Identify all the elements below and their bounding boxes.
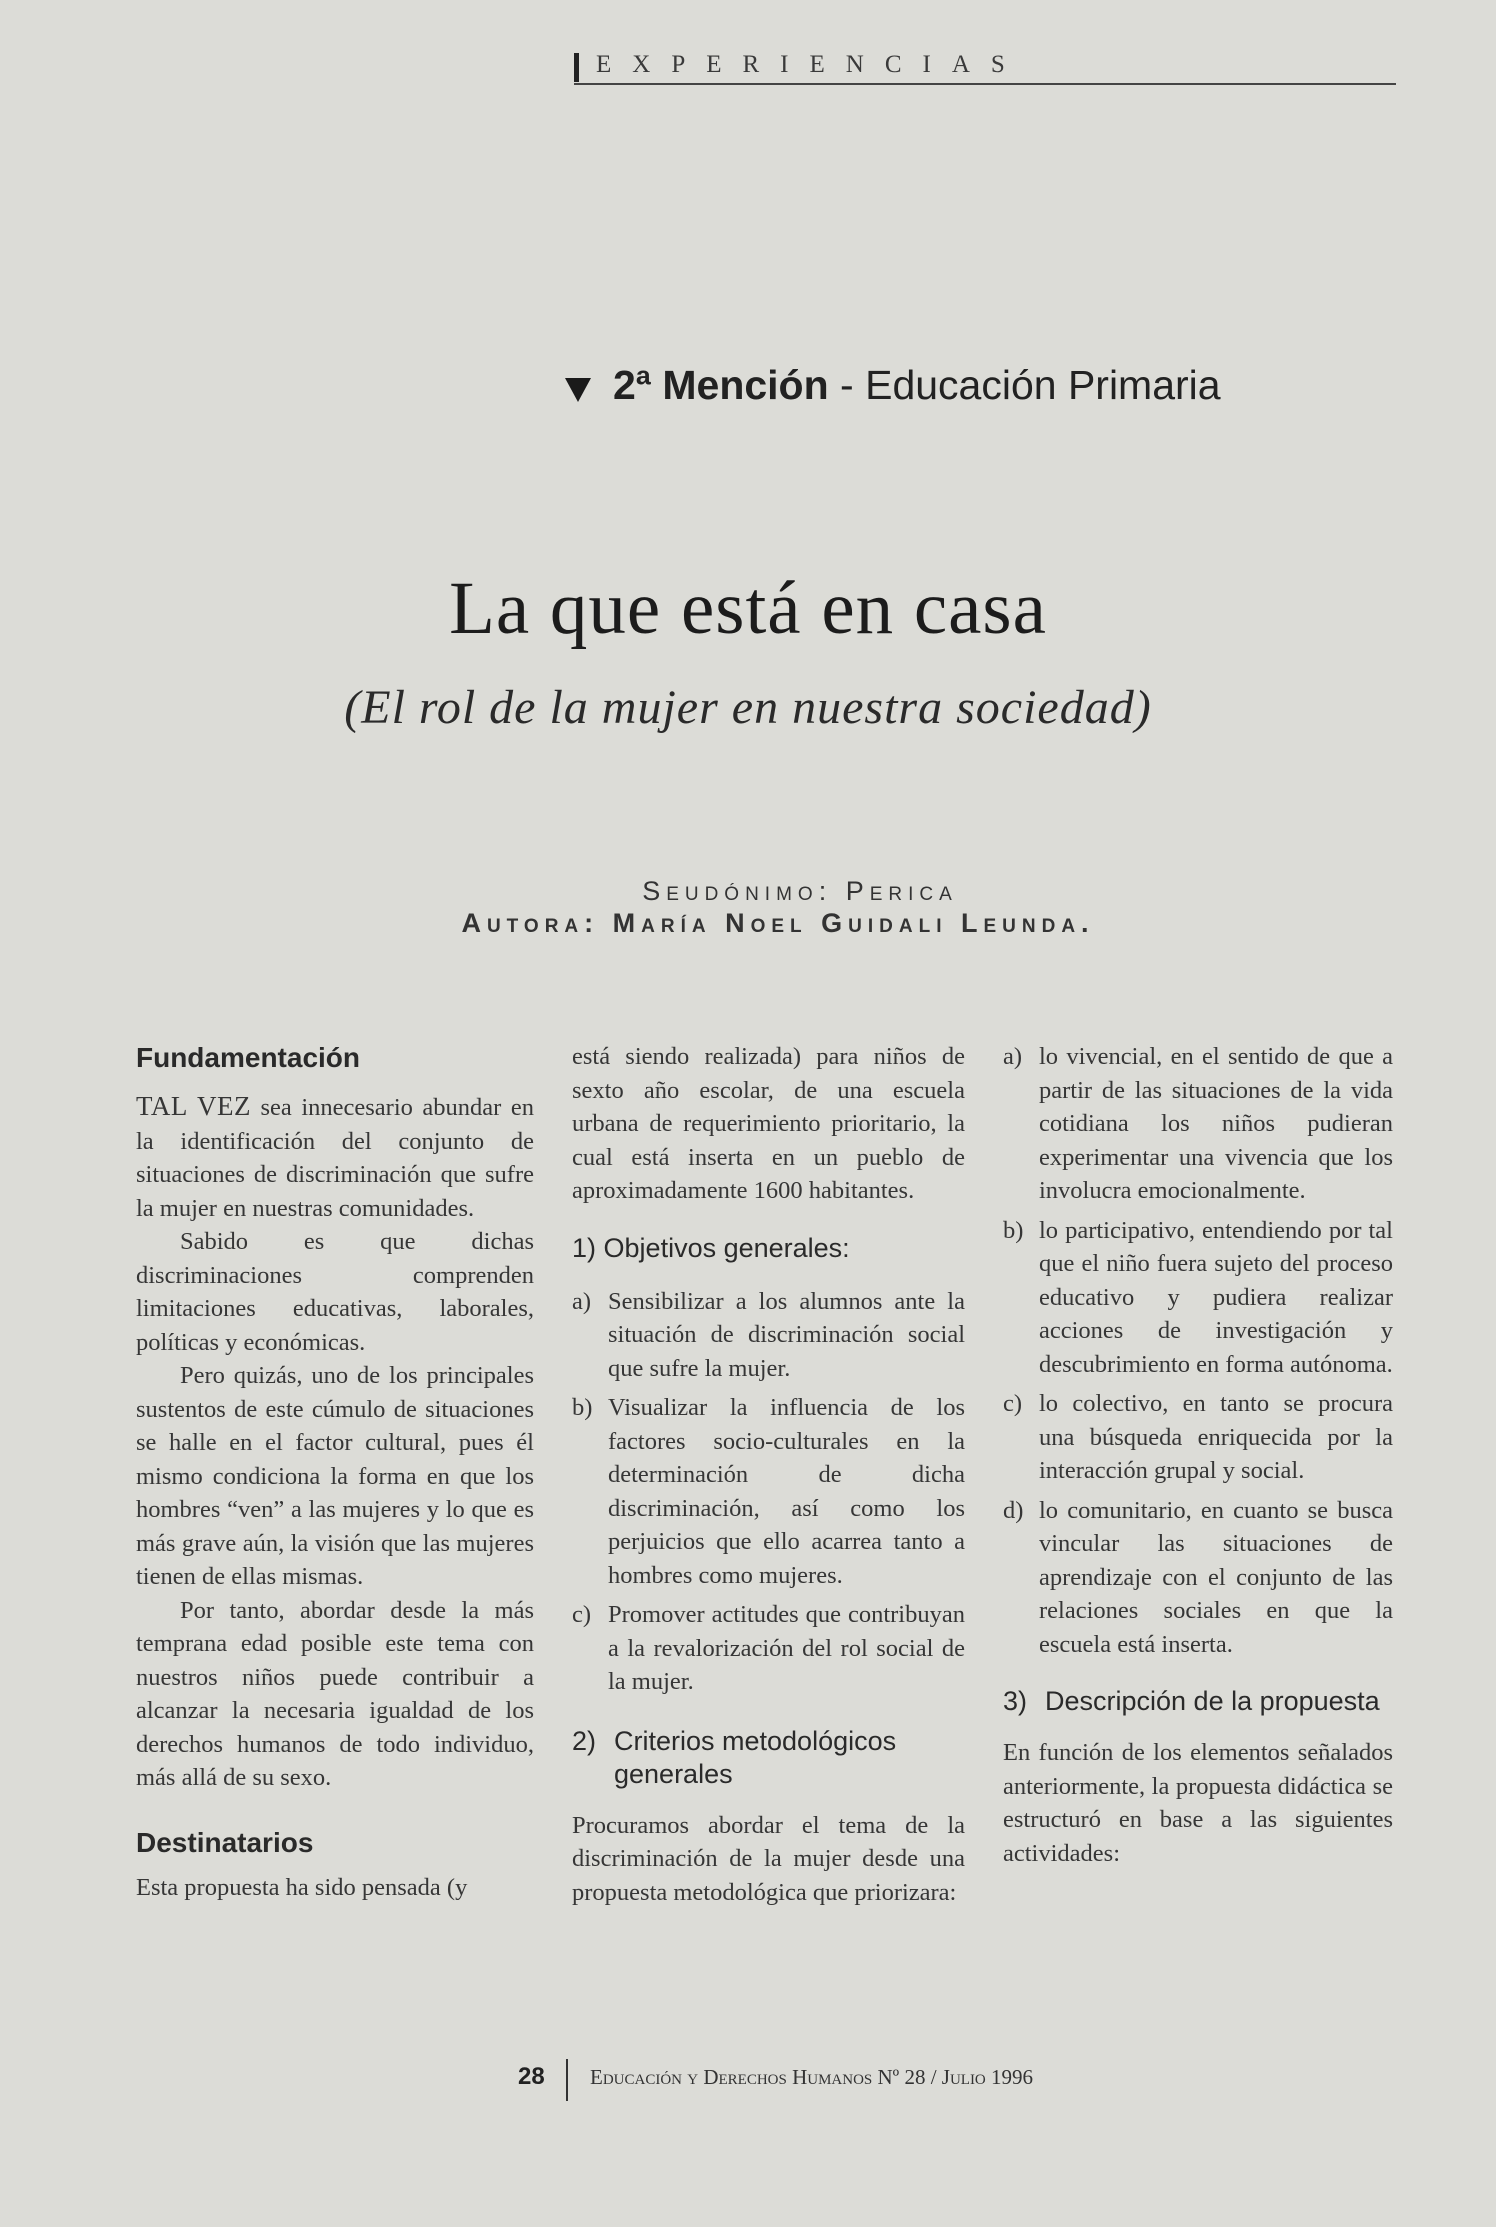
paragraph: En función de los elementos señalados anteriormente, la propuesta didáctica se estructuró en base a las siguientes actividades: (1003, 1739, 1393, 1867)
award-mention-label: 2ª Mención (613, 362, 829, 408)
heading-descripcion (1003, 1685, 1393, 1718)
list-marker: b) (1003, 1216, 1024, 1244)
byline-author (30, 908, 1496, 939)
list-marker: b) (572, 1394, 593, 1421)
section-header (574, 50, 1396, 84)
list-item (572, 1285, 965, 1386)
award-mention (565, 362, 1365, 422)
pseudonym-value: Perica (845, 876, 958, 906)
list-item (1003, 1494, 1393, 1662)
heading-fundamentacion: Fundamentación (136, 1042, 361, 1073)
list-marker: c) (572, 1601, 592, 1628)
paragraph: Esta propuesta ha sido pensada (y (136, 1873, 468, 1901)
award-separator: - (828, 362, 866, 408)
list-text: lo vivencial, en el sentido de que a partir de las situaciones de la vida cotidiana los niños pudieran experimentar una vivencia que los involucra emocionalmente. (1039, 1043, 1393, 1204)
award-category: Educación Primaria (865, 362, 1221, 408)
list-item (1003, 1040, 1393, 1208)
heading-number: 1) (572, 1232, 597, 1263)
triangle-down-icon (565, 378, 591, 402)
paragraph: está siendo realizada) para niños de sexto año escolar, de una escuela urbana de requerimiento prioritario, la cual está inserta en un pueblo de aproximadamente 1600 habitantes. (572, 1043, 965, 1204)
heading-text: Objetivos generales: (603, 1232, 850, 1263)
list-item (1003, 1387, 1393, 1488)
author-label: Autora: (461, 908, 600, 938)
list-marker: c) (1003, 1390, 1023, 1417)
column-1 (136, 1040, 534, 2060)
paragraph: Por tanto, abordar desde la más temprana edad posible este tema con nuestros niños puede contribuir a alcanzar la necesaria igualdad de los derechos humanos de todo individuo, más allá de su sexo. (136, 1596, 534, 1791)
article-title: La que está en casa (449, 567, 1047, 650)
paragraph (136, 1090, 534, 1225)
header-rule (574, 83, 1396, 85)
heading-number: 3) (1003, 1686, 1028, 1716)
article-subtitle: (El rol de la mujer en nuestra sociedad) (344, 681, 1152, 734)
list-text: lo comunitario, en cuanto se busca vincular las situaciones de aprendizaje con el conjunto de las relaciones sociales en que la escuela está inserta. (1039, 1496, 1393, 1658)
column-3 (1003, 1040, 1393, 2060)
heading-text: Descripción de la propuesta (1045, 1686, 1380, 1716)
list-text: Visualizar la influencia de los factores socio-culturales en la determinación de dicha discriminación, así como los perjuicios que ello acarrea tanto a hombres como mujeres. (608, 1394, 965, 1589)
pseudonym-label: Seudónimo: (642, 876, 833, 906)
byline-pseudonym (52, 876, 1496, 907)
paragraph: Pero quizás, uno de los principales sustentos de este cúmulo de situaciones se halle en el factor cultural, pues él mismo condiciona la forma en que los hombres “ven” a las mujeres y lo que es más grave aún, la visión que las mujeres tienen de ellas mismas. (136, 1362, 534, 1590)
publication-info: Educación y Derechos Humanos Nº 28 / Julio 1996 (590, 2065, 1034, 2089)
page-number: 28 (518, 2063, 545, 2090)
footer-divider (566, 2059, 568, 2101)
list-marker: a) (572, 1287, 592, 1315)
author-value: María Noel Guidali Leunda. (612, 908, 1095, 938)
paragraph: Procuramos abordar el tema de la discriminación de la mujer desde una propuesta metodológica que priorizara: (572, 1811, 965, 1906)
heading-criterios (572, 1725, 965, 1791)
award-text (613, 362, 1221, 409)
lead-caps: TAL VEZ (136, 1091, 251, 1121)
list-text: Sensibilizar a los alumnos ante la situación de discriminación social que sufre la mujer. (608, 1287, 965, 1382)
heading-objetivos (572, 1232, 965, 1265)
section-label: EXPERIENCIAS (596, 51, 1026, 78)
paragraph: Sabido es que dichas discriminaciones comprenden limitaciones educativas, laborales, políticas y económicas. (136, 1228, 534, 1356)
heading-text: Criterios metodológicos generales (614, 1725, 897, 1789)
list-item (1003, 1214, 1393, 1382)
header-bar (574, 53, 579, 82)
column-2 (572, 1040, 965, 2060)
list-marker: a) (1003, 1043, 1023, 1070)
list-item (572, 1598, 965, 1699)
heading-destinatarios: Destinatarios (136, 1826, 314, 1858)
page-footer (518, 2059, 1218, 2101)
list-text: Promover actitudes que contribuyan a la revalorización del rol social de la mujer. (608, 1601, 965, 1695)
paragraph-text: sea innecesario abundar en la identificación del conjunto de situaciones de discriminación que sufre la mujer en nuestras comunidades. (136, 1094, 534, 1222)
list-text: lo colectivo, en tanto se procura una búsqueda enriquecida por la interacción grupal y social. (1039, 1390, 1393, 1484)
heading-number: 2) (572, 1725, 597, 1756)
list-item (572, 1391, 965, 1592)
list-text: lo participativo, entendiendo por tal que el niño fuera sujeto del proceso educativo y pudiera realizar acciones de investigación y descubrimiento en forma autónoma. (1039, 1216, 1393, 1378)
list-marker: d) (1003, 1496, 1024, 1524)
